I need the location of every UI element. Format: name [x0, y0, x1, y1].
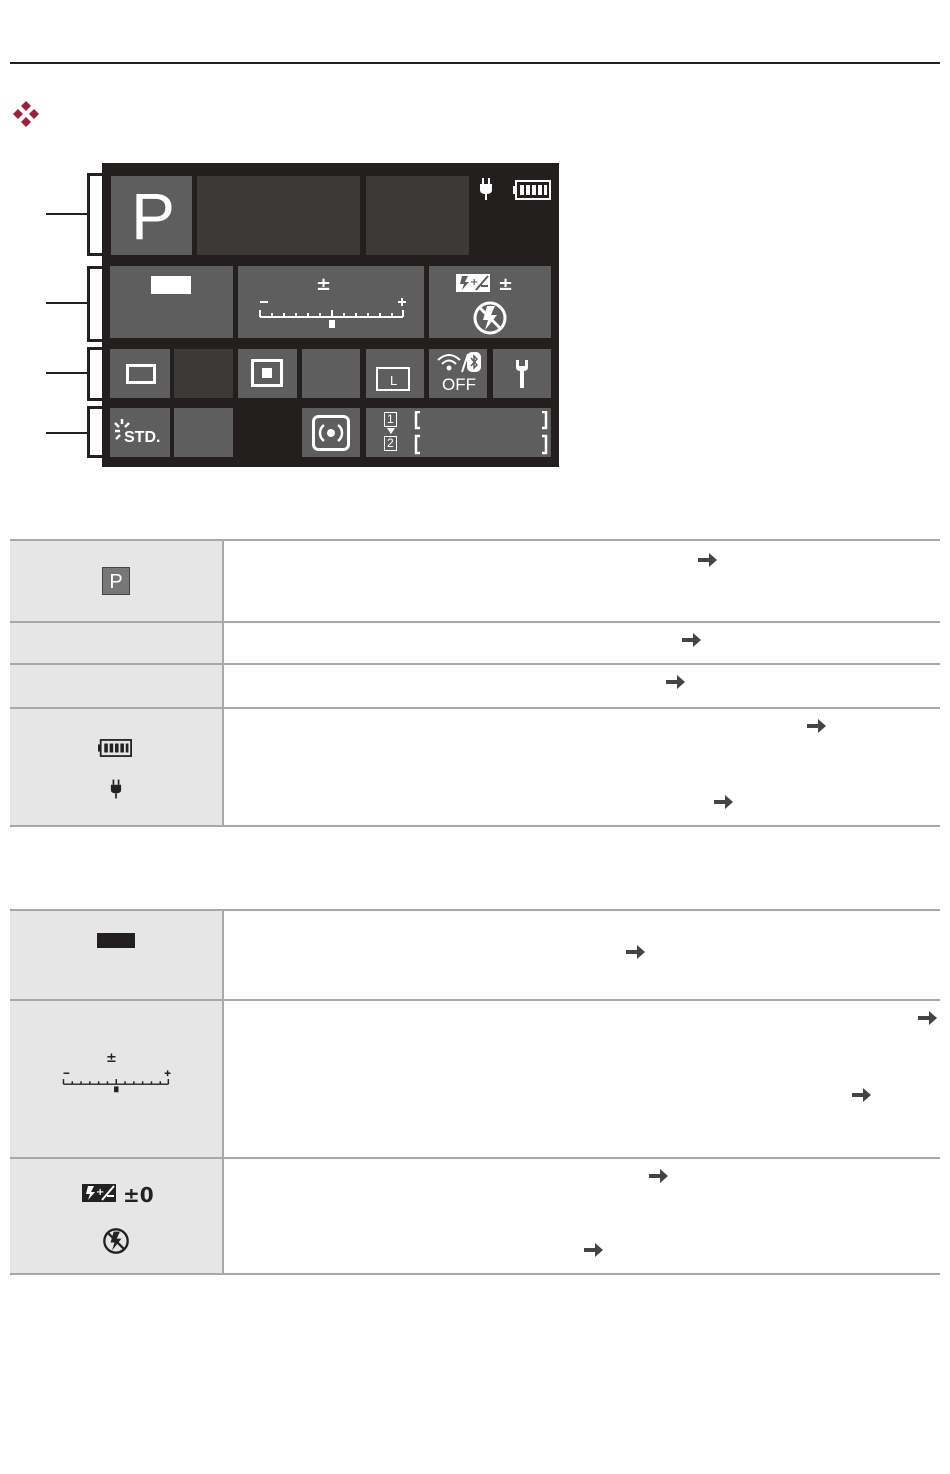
icon-cell — [10, 910, 223, 1000]
recording-mode-tile[interactable] — [111, 176, 192, 255]
icon-cell — [10, 708, 223, 826]
leader-line-4 — [46, 432, 88, 434]
diamond-bullet-icon — [12, 100, 40, 128]
description-cell — [223, 910, 940, 1000]
drive-mode-tile[interactable] — [110, 349, 170, 398]
photo-style-tile[interactable] — [110, 408, 170, 457]
bracket-row-1 — [87, 173, 100, 256]
iso-value-icon — [97, 933, 135, 948]
description-cell — [223, 622, 940, 664]
description-cell — [223, 664, 940, 708]
white-balance-tile[interactable] — [174, 408, 233, 457]
right-arrow-icon[interactable] — [682, 632, 702, 648]
leader-line-3 — [46, 372, 88, 374]
bluetooth-icon — [467, 352, 481, 372]
flash-comp-icon — [82, 1184, 116, 1202]
plug-icon — [110, 779, 122, 799]
shutter-speed-tile[interactable] — [197, 176, 360, 255]
exposure-comp-tile[interactable] — [238, 266, 424, 338]
info-table-2 — [10, 909, 940, 1275]
metering-mode-tile[interactable] — [302, 408, 360, 457]
icon-cell — [10, 540, 223, 622]
plug-icon — [479, 178, 493, 200]
wifi-bluetooth-state: OFF — [442, 375, 476, 394]
table-row — [10, 664, 940, 708]
info-table-1 — [10, 539, 940, 827]
right-arrow-icon[interactable] — [584, 1242, 604, 1258]
bracket-row-2 — [87, 266, 100, 342]
card-slot-tile[interactable] — [366, 408, 551, 457]
custom-setting-tile[interactable] — [493, 349, 551, 398]
card-slot-1-label: 1 — [387, 412, 394, 426]
af-area-icon — [251, 359, 283, 387]
iso-tile[interactable] — [110, 266, 233, 338]
iso-value-box — [151, 276, 191, 294]
wifi-bluetooth-tile[interactable] — [429, 349, 487, 398]
single-frame-icon — [126, 364, 156, 384]
svg-text:+: + — [96, 1187, 105, 1198]
right-arrow-icon[interactable] — [626, 944, 646, 960]
icon-cell — [10, 622, 223, 664]
flash-off-icon — [472, 300, 508, 336]
exposure-comp-symbol: ± — [106, 1051, 117, 1066]
focus-mode-tile[interactable] — [174, 349, 233, 398]
slot-relay-icon — [387, 428, 395, 434]
exposure-scale-icon — [62, 1069, 172, 1095]
af-area-size-tile[interactable] — [366, 349, 424, 398]
control-panel-screen — [102, 163, 559, 467]
right-arrow-icon[interactable] — [807, 718, 827, 734]
description-cell — [223, 540, 940, 622]
flash-comp-tile[interactable] — [429, 266, 551, 338]
battery-icon — [98, 739, 132, 757]
right-arrow-icon[interactable] — [649, 1168, 669, 1184]
table-row — [10, 622, 940, 664]
right-arrow-icon[interactable] — [852, 1087, 872, 1103]
right-arrow-icon[interactable] — [918, 1010, 938, 1026]
table-row — [10, 1158, 940, 1274]
af-area-size-label: L — [390, 373, 398, 388]
bracket-row-4 — [87, 406, 100, 458]
remaining-shots-brackets — [414, 411, 548, 455]
leader-line-2 — [46, 302, 88, 304]
photo-style-label: STD. — [124, 429, 161, 446]
quality-tile[interactable] — [302, 349, 360, 398]
icon-cell — [10, 1158, 223, 1274]
right-arrow-icon[interactable] — [666, 674, 686, 690]
description-cell — [223, 1000, 940, 1158]
aperture-tile[interactable] — [366, 176, 469, 255]
table-row — [10, 540, 940, 622]
metering-icon — [312, 415, 350, 451]
bracket-row-3 — [87, 347, 100, 401]
battery-icon — [513, 180, 551, 200]
af-area-size-frame — [376, 367, 410, 391]
right-arrow-icon[interactable] — [714, 794, 734, 810]
recording-mode-icon: P — [102, 567, 130, 595]
description-cell — [223, 708, 940, 826]
svg-text:+: + — [470, 277, 479, 288]
top-rule — [10, 62, 940, 64]
flash-off-icon — [102, 1227, 130, 1255]
card-slot-1-box — [384, 412, 397, 427]
exposure-comp-symbol: ± — [316, 274, 332, 295]
table-row — [10, 708, 940, 826]
table-row — [10, 1000, 940, 1158]
flash-comp-value: ±0 — [123, 1183, 154, 1207]
icon-cell — [10, 664, 223, 708]
card-slot-2-label: 2 — [387, 436, 394, 450]
af-mode-tile[interactable] — [238, 349, 297, 398]
flash-comp-icon — [456, 274, 490, 292]
description-cell — [223, 1158, 940, 1274]
wrench-icon — [514, 359, 530, 389]
exposure-scale-icon — [258, 298, 408, 330]
leader-line-1 — [46, 213, 88, 215]
card-slot-2-box — [384, 436, 397, 451]
right-arrow-icon[interactable] — [698, 552, 718, 568]
table-row — [10, 910, 940, 1000]
recording-mode-label: P — [131, 179, 176, 253]
icon-cell — [10, 1000, 223, 1158]
flash-comp-symbol: ± — [498, 274, 514, 295]
